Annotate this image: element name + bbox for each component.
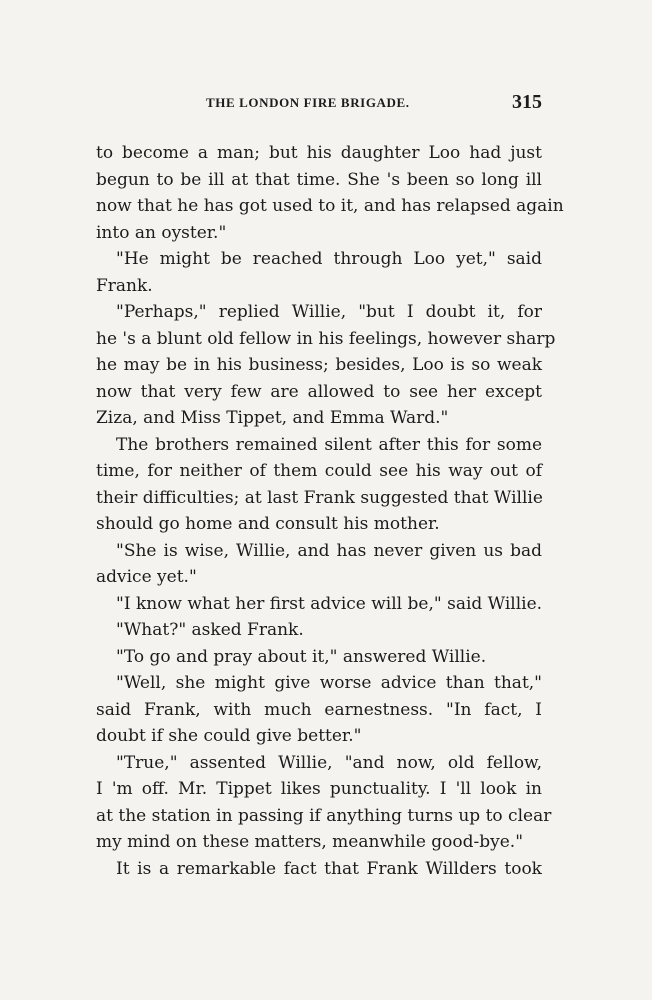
text-line: to become a man; but his daughter Loo had just — [96, 143, 542, 163]
running-title: THE LONDON FIRE BRIGADE. — [206, 95, 410, 110]
text-line: "To go and pray about it," answered Willie. — [116, 646, 487, 667]
text-line: Ziza, and Miss Tippet, and Emma Ward." — [96, 408, 449, 428]
page-number: 315 — [512, 91, 542, 113]
text-line: into an oyster." — [96, 222, 227, 243]
text-line: their difficulties; at last Frank suggested that Willie — [96, 487, 543, 508]
text-line: now that he has got used to it, and has relapsed again — [96, 196, 564, 216]
text-line: "He might be reached through Loo yet," said — [116, 249, 542, 269]
text-line: at the station in passing if anything turns up to clear — [96, 805, 552, 826]
text-line: begun to be ill at that time. She 's been so long ill — [96, 169, 542, 190]
text-line: said Frank, with much earnestness. "In fact, I — [96, 699, 542, 720]
text-line: I 'm off. Mr. Tippet likes punctuality. I 'll look in — [96, 779, 542, 799]
text-line: advice yet." — [96, 567, 197, 587]
running-head — [96, 93, 542, 115]
text-line: "True," assented Willie, "and now, old fellow, — [116, 752, 542, 773]
text-line: he may be in his business; besides, Loo is so weak — [96, 355, 542, 375]
text-line: Frank. — [96, 275, 153, 296]
text-line: The brothers remained silent after this for some — [116, 434, 542, 455]
body-text — [96, 140, 564, 882]
text-line: time, for neither of them could see his way out of — [96, 461, 542, 481]
text-line: "What?" asked Frank. — [116, 620, 304, 640]
text-line: "Perhaps," replied Willie, "but I doubt it, for — [116, 302, 542, 322]
text-line: It is a remarkable fact that Frank Willders took — [116, 858, 542, 879]
text-line: doubt if she could give better." — [96, 726, 362, 746]
text-line: "She is wise, Willie, and has never given us bad — [116, 540, 542, 561]
text-line: he 's a blunt old fellow in his feelings, however sharp — [96, 328, 556, 349]
text-line: "Well, she might give worse advice than that," — [116, 673, 542, 693]
text-line: now that very few are allowed to see her except — [96, 381, 542, 402]
text-line: should go home and consult his mother. — [96, 514, 440, 534]
text-line: my mind on these matters, meanwhile good-bye." — [96, 832, 524, 852]
text-line: "I know what her first advice will be," said Willie. — [116, 593, 543, 614]
